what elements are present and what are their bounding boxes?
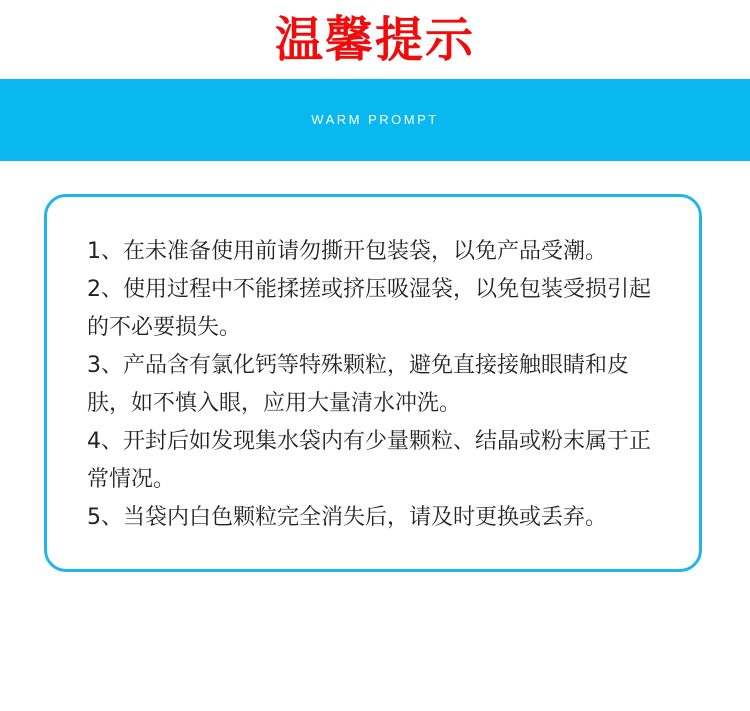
notice-list	[87, 233, 672, 537]
notice-item-1: 1、在未准备使用前请勿撕开包装袋，以免产品受潮。	[87, 239, 607, 264]
notice-item-2: 2、使用过程中不能揉搓或挤压吸湿袋，以免包装受损引起的不必要损失。	[87, 277, 651, 340]
notice-item-3: 3、产品含有氯化钙等特殊颗粒，避免直接接触眼睛和皮肤，如不慎入眼，应用大量清水冲洗。	[87, 353, 629, 416]
banner-subtitle: WARM PROMPT	[311, 112, 439, 127]
notice-item-4: 4、开封后如发现集水袋内有少量颗粒、结晶或粉末属于正常情况。	[87, 429, 651, 492]
page-title: 温馨提示	[274, 12, 475, 68]
notice-box	[44, 194, 702, 572]
header-banner	[0, 79, 750, 161]
notice-item-5: 5、当袋内白色颗粒完全消失后，请及时更换或丢弃。	[87, 505, 607, 530]
